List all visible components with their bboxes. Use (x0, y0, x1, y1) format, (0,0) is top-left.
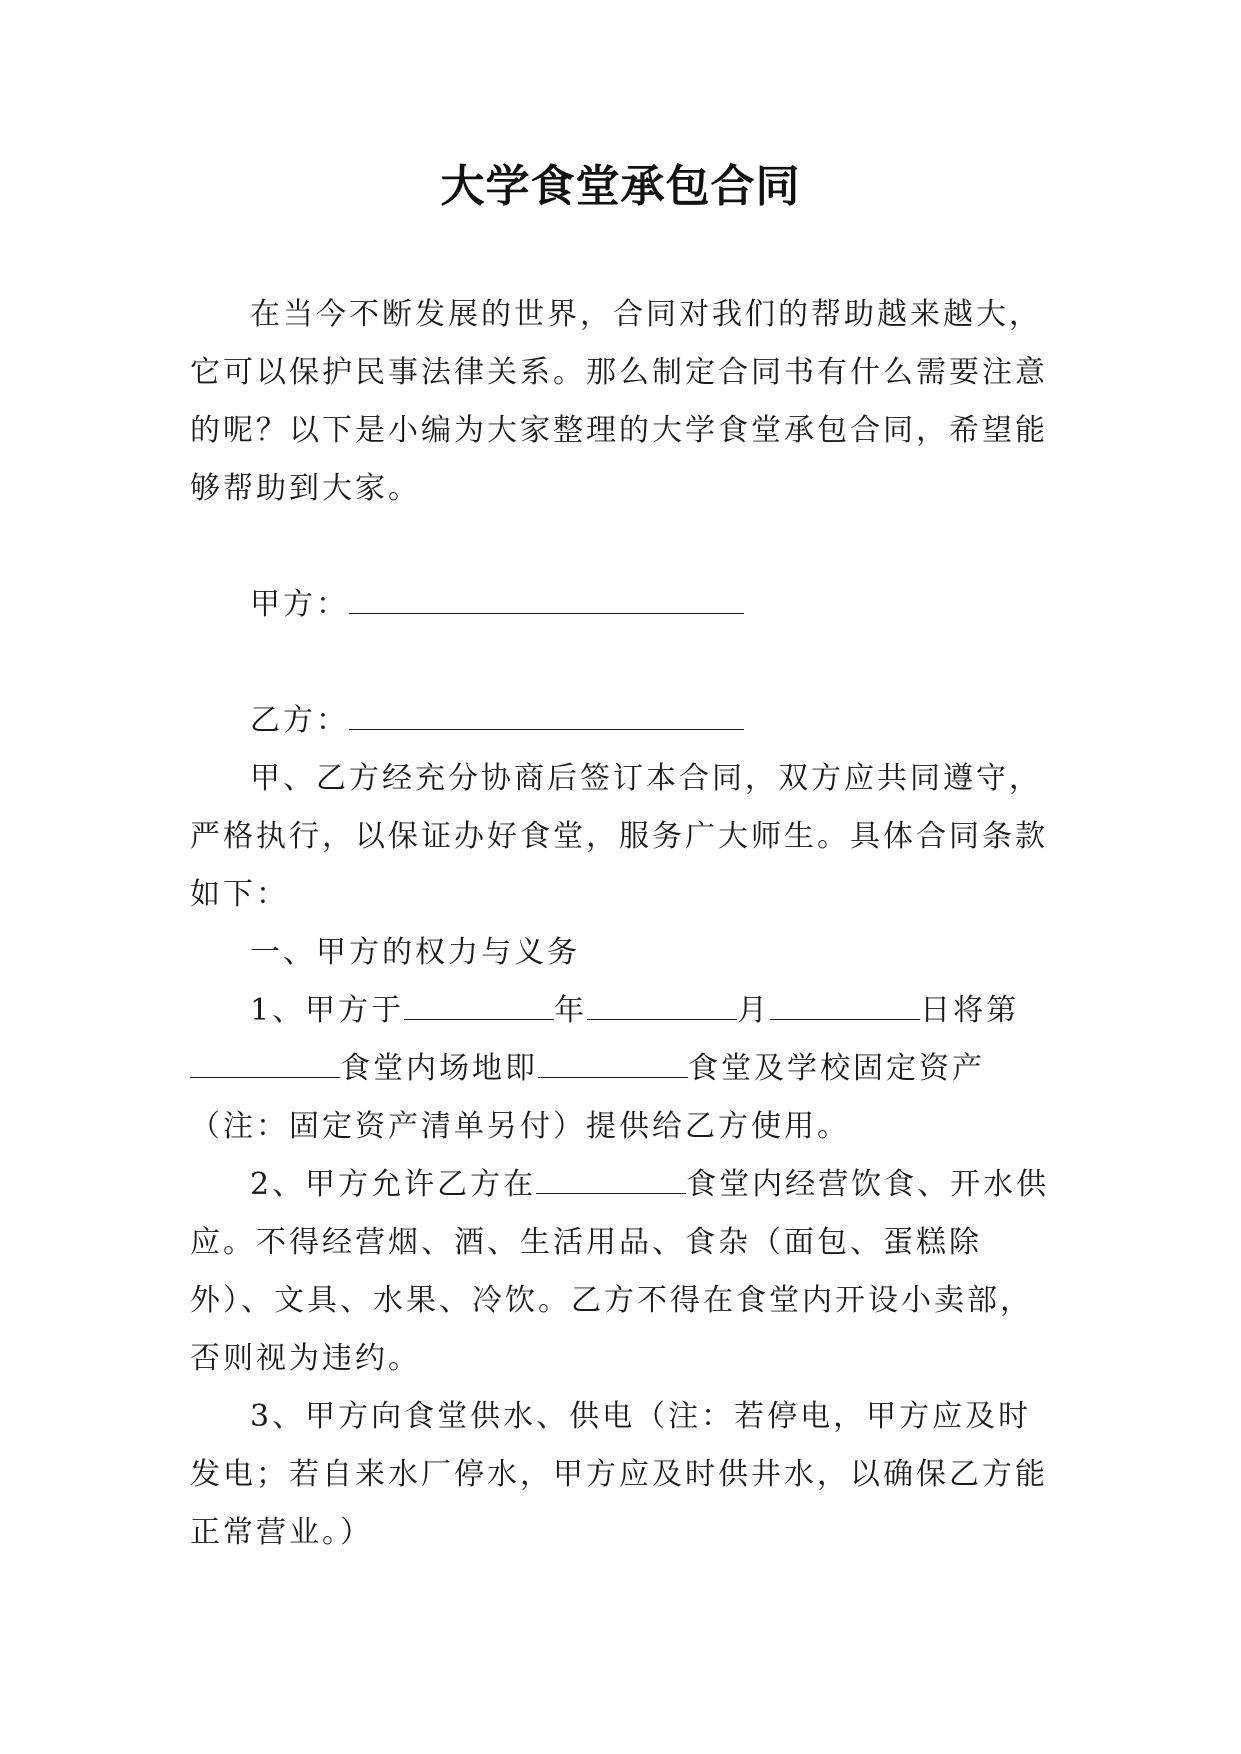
clause-1-text: 食堂及学校固定资产（注：固定资产清单另付）提供给乙方使用。 (190, 1051, 985, 1144)
clause-2-text: 2、甲方允许乙方在 (250, 1167, 537, 1202)
canteen-name-blank[interactable] (538, 1051, 688, 1078)
document-body (190, 286, 1060, 1562)
month-blank[interactable] (587, 993, 737, 1020)
document-title: 大学食堂承包合同 (440, 161, 801, 212)
day-blank[interactable] (770, 993, 920, 1020)
party-b-blank[interactable] (349, 703, 744, 730)
clause-1-text: 月 (737, 993, 771, 1028)
party-a-label: 甲方： (250, 587, 349, 622)
year-blank[interactable] (404, 993, 554, 1020)
clause-2 (190, 1156, 1060, 1388)
party-b-line (190, 692, 1060, 750)
clause-3: 3、甲方向食堂供水、供电（注：若停电，甲方应及时发电；若自来水厂停水，甲方应及时供井水，以确保乙方能正常营业。） (190, 1399, 1048, 1550)
clause-1-text: 1、甲方于 (250, 993, 405, 1028)
party-b-label: 乙方： (250, 703, 349, 738)
canteen-number-blank[interactable] (190, 1051, 340, 1078)
canteen-blank[interactable] (536, 1167, 686, 1194)
clause-1-text: 日将第 (920, 993, 1020, 1028)
agreement-paragraph: 甲、乙方经充分协商后签订本合同，双方应共同遵守，严格执行，以保证办好食堂，服务广大师生。具体合同条款如下： (190, 761, 1048, 912)
clause-1-text: 食堂内场地即 (340, 1051, 538, 1086)
clause-1 (190, 982, 1060, 1156)
party-a-blank[interactable] (349, 587, 744, 614)
intro-paragraph: 在当今不断发展的世界，合同对我们的帮助越来越大，它可以保护民事法律关系。那么制定合同书有什么需要注意的呢？以下是小编为大家整理的大学食堂承包合同，希望能够帮助到大家。 (190, 297, 1048, 506)
clause-1-text: 年 (554, 993, 588, 1028)
section-heading: 一、甲方的权力与义务 (250, 935, 580, 970)
clause-2-text: 食堂内经营饮食、开水供应。不得经营烟、酒、生活用品、食杂（面包、蛋糕除外）、文具、水果、冷饮。乙方不得在食堂内开设小卖部，否则视为违约。 (190, 1167, 1050, 1376)
party-a-line (190, 576, 1060, 634)
